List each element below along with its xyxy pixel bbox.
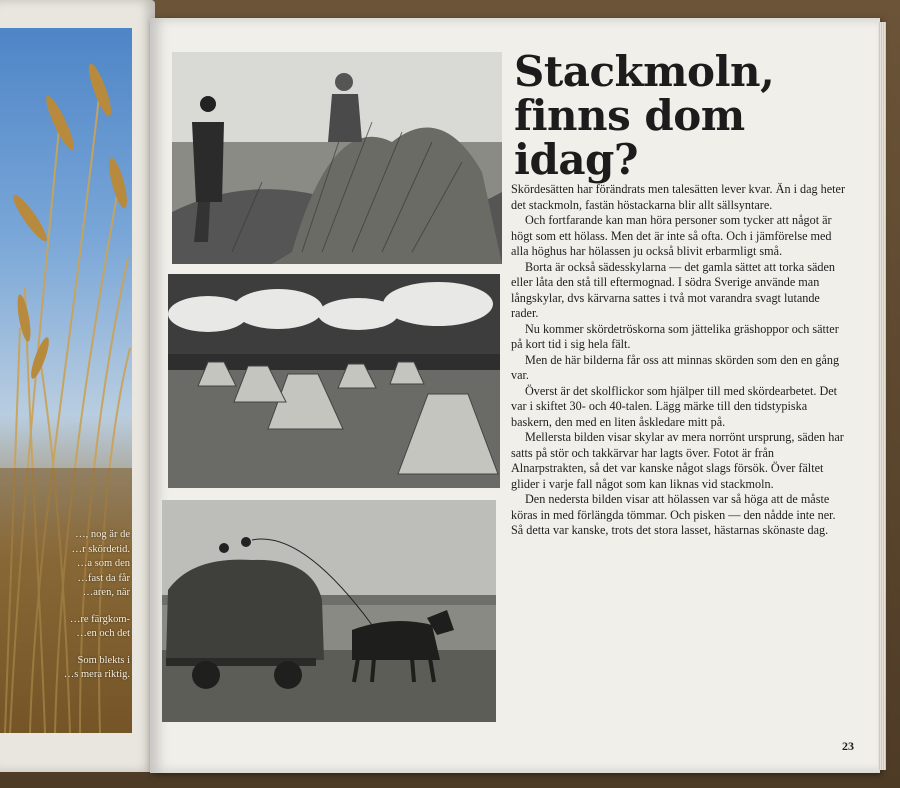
left-page — [0, 0, 155, 772]
left-page-caption — [2, 528, 130, 695]
article-paragraph: Skördesätten har förändrats men talesätten lever kvar. Än i dag heter det stackmoln, fastän höstackarna blir allt sällsyntare. — [511, 182, 846, 212]
article-title: Stackmoln, finns dom idag? — [514, 47, 775, 184]
article-body — [511, 182, 846, 539]
caption-line: …aren, när — [82, 587, 130, 598]
photo-stooks-field — [168, 274, 500, 488]
article-paragraph: Borta är också sädesskylarna — det gamla sättet att torka säden eller låta den stå till eftermognad. I södra Sverige använde man långskylar, dvs kärvarna sattes i två mot varandra svagt lutande rader. — [511, 259, 835, 320]
caption-line: …, nog är de — [75, 529, 130, 540]
caption-line: …re färgkom- — [69, 613, 130, 625]
caption-line: …r skördetid. — [71, 543, 130, 555]
page-edges — [878, 22, 886, 770]
article-paragraph: Nu kommer skördetröskorna som jättelika gräshoppor och sätter på kort tid i sig hela fält. — [511, 321, 839, 351]
caption-line: …en och det — [76, 628, 130, 639]
wheat-photo — [0, 28, 132, 733]
photo-hay-wagon — [162, 500, 496, 722]
article-paragraph: Överst är det skolflickor som hjälper till med skördearbetet. Det var i skiftet 30- och 40-talen. Lägg märke till den tidstypiska baskern, den med en liten åskledare mitt på. — [511, 383, 838, 429]
article-paragraph: Men de här bilderna får oss att minnas skörden som den en gång var. — [511, 352, 840, 382]
caption-line: Som blekts i — [77, 654, 130, 666]
page-number: 23 — [842, 739, 854, 753]
caption-line: …fast da får — [77, 572, 130, 584]
photo-harvest-workers — [172, 52, 502, 264]
article-paragraph: Mellersta bilden visar skylar av mera norrönt ursprung, säden har satts på stör och takkärvar har lagts över. Fotot är från Alnarpstrakten, så det var kanske något slags försök. Över fältet glider i varje fall något som kan liknas vid stackmoln. — [511, 430, 844, 491]
article-paragraph: Och fortfarande kan man höra personer som tycker att något är högt som ett hölass. Men det är inte så ofta. Och i jämförelse med alla höghus har hölassen ju också blivit erbarmligt små. — [511, 213, 832, 258]
caption-line: …s mera riktig. — [63, 669, 130, 680]
caption-line: …a som den — [76, 558, 130, 569]
article-paragraph: Den nedersta bilden visar att hölassen var så höga att de måste köras in med förlängda tömmar. Och pisken — den nådde inte ner. Så detta var kanske, trots det stora lasset, hästarnas skönaste dag. — [511, 492, 836, 537]
